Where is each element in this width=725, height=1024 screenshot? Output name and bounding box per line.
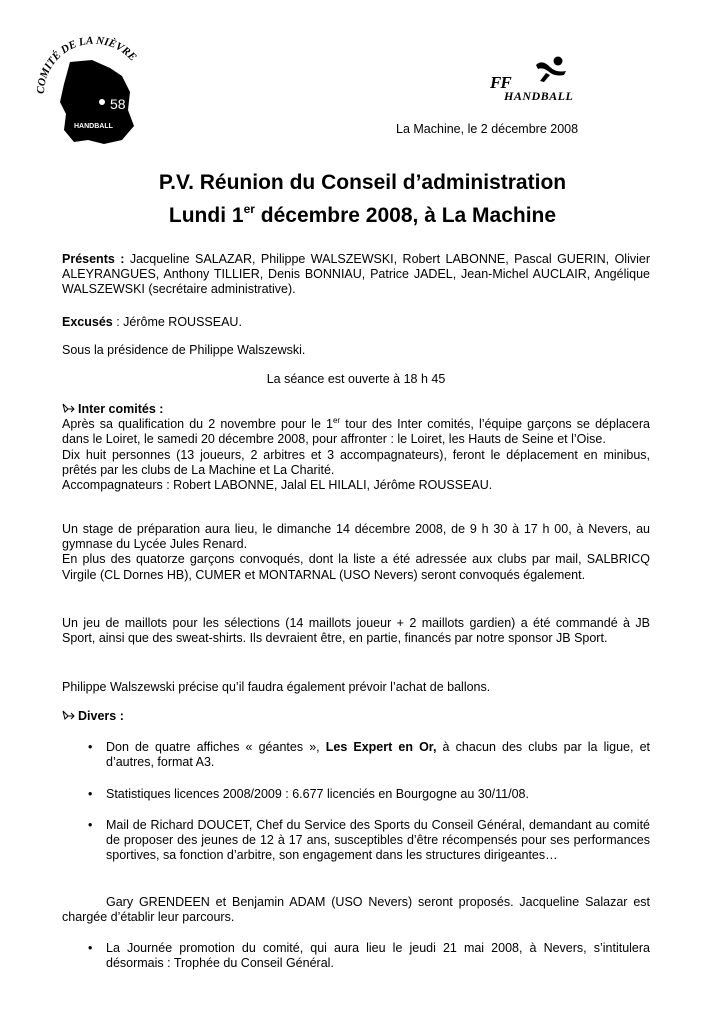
list-item: • La Journée promotion du comité, qui aura lieu le jeudi 21 mai 2008, à Nevers, s’intitulera désormais : Trophée du Conseil Général. <box>88 941 650 971</box>
inter-p2: Dix huit personnes (13 joueurs, 2 arbitres et 3 accompagnateurs), feront le déplacement en minibus, prêtés par les clubs de La Machine et La Charité. <box>62 447 650 477</box>
inter-comites-section <box>62 402 650 493</box>
arrow-icon <box>62 403 76 414</box>
logo-handball-text: HANDBALL <box>504 89 574 103</box>
comite-nievre-logo <box>30 22 150 152</box>
divers-bullet-2 <box>62 787 650 802</box>
page-title-line1: P.V. Réunion du Conseil d’administration <box>158 171 567 194</box>
excuses-text: : Jérôme ROUSSEAU. <box>112 315 242 329</box>
list-item: • Statistiques licences 2008/2009 : 6.677 licenciés en Bourgogne au 30/11/08. <box>88 787 529 801</box>
page-title-line2: Lundi 1er décembre 2008, à La Machine <box>168 202 557 227</box>
divers-heading-block <box>62 709 650 724</box>
presidence-paragraph: Sous la présidence de Philippe Walszewski. <box>62 343 306 357</box>
inter-p5: En plus des quatorze garçons convoqués, dont la liste a été adressée aux clubs par mail, SALBRICQ Virgile (CL Dornes HB), CUMER et MONTARNAL (USO Nevers) seront convoqués également. <box>62 552 650 582</box>
date-line: La Machine, le 2 décembre 2008 <box>396 122 579 136</box>
logo-sub: HANDBALL <box>74 123 113 130</box>
presents-paragraph <box>62 252 650 298</box>
divers-bullet-3-follow: Gary GRENDEEN et Benjamin ADAM (USO Nevers) seront proposés. Jacqueline Salazar est chargée d’établir leur parcours. <box>62 895 650 925</box>
divers-heading: Divers : <box>78 709 124 723</box>
logo-ff-text: FF <box>490 73 511 92</box>
divers-bullet-3 <box>62 818 650 864</box>
logo-arc-text: COMITÉ DE LA NIÈVRE <box>34 34 139 95</box>
excuses-label: Excusés <box>62 315 113 329</box>
excuses-paragraph <box>62 315 650 330</box>
ff-handball-logo <box>490 55 615 110</box>
inter-p7: Philippe Walszewski précise qu’il faudra également prévoir l’achat de ballons. <box>62 680 491 694</box>
seance-line: La séance est ouverte à 18 h 45 <box>266 372 446 386</box>
inter-p4: Un stage de préparation aura lieu, le dimanche 14 décembre 2008, de 9 h 30 à 17 h 00, à Nevers, au gymnase du Lycée Jules Renard. <box>62 522 650 552</box>
inter-p1: Après sa qualification du 2 novembre pour le 1er tour des Inter comités, l’équipe garçons se déplacera dans le Loiret, le samedi 20 décembre 2008, pour affronter : le Loiret, les Hauts de Seine et l’Oise. <box>62 416 650 447</box>
maillots-paragraph <box>62 616 650 646</box>
stage-paragraph <box>62 522 650 583</box>
inter-heading: Inter comités : <box>78 402 164 416</box>
presents-label: Présents : <box>62 252 125 266</box>
list-item: • Mail de Richard DOUCET, Chef du Service des Sports du Conseil Général, demandant au comité de proposer des jeunes de 12 à 17 ans, susceptibles d’être récompensés pour ses performances sportives, sa fonction d’arbitre, son engagement dans les structures dirigeantes… <box>88 818 650 863</box>
inter-p6: Un jeu de maillots pour les sélections (14 maillots joueur + 2 maillots gardien) a été commandé à JB Sport, ainsi que des sweat-shirts. Ils devraient être, en partie, financés par notre sponsor JB Sport. <box>62 616 650 646</box>
list-item: • Don de quatre affiches « géantes », Les Expert en Or, à chacun des clubs par la ligue, et d’autres, format A3. <box>88 740 650 770</box>
divers-bullet-4 <box>62 941 650 971</box>
divers-bullet-1 <box>62 740 650 770</box>
presents-text: Jacqueline SALAZAR, Philippe WALSZEWSKI, Robert LABONNE, Pascal GUERIN, Olivier ALEYRANGUES, Anthony TILLIER, Denis BONNIAU, Patrice JADEL, Jean-Michel AUCLAIR, Angélique WALSZEWSKI (secrétaire administrative). <box>62 252 651 297</box>
logo-number: 58 <box>110 96 126 112</box>
handball-player-icon <box>528 55 573 85</box>
inter-p3: Accompagnateurs : Robert LABONNE, Jalal EL HILALI, Jérôme ROUSSEAU. <box>62 478 493 493</box>
arrow-icon <box>62 710 76 721</box>
ballons-paragraph <box>62 680 650 695</box>
